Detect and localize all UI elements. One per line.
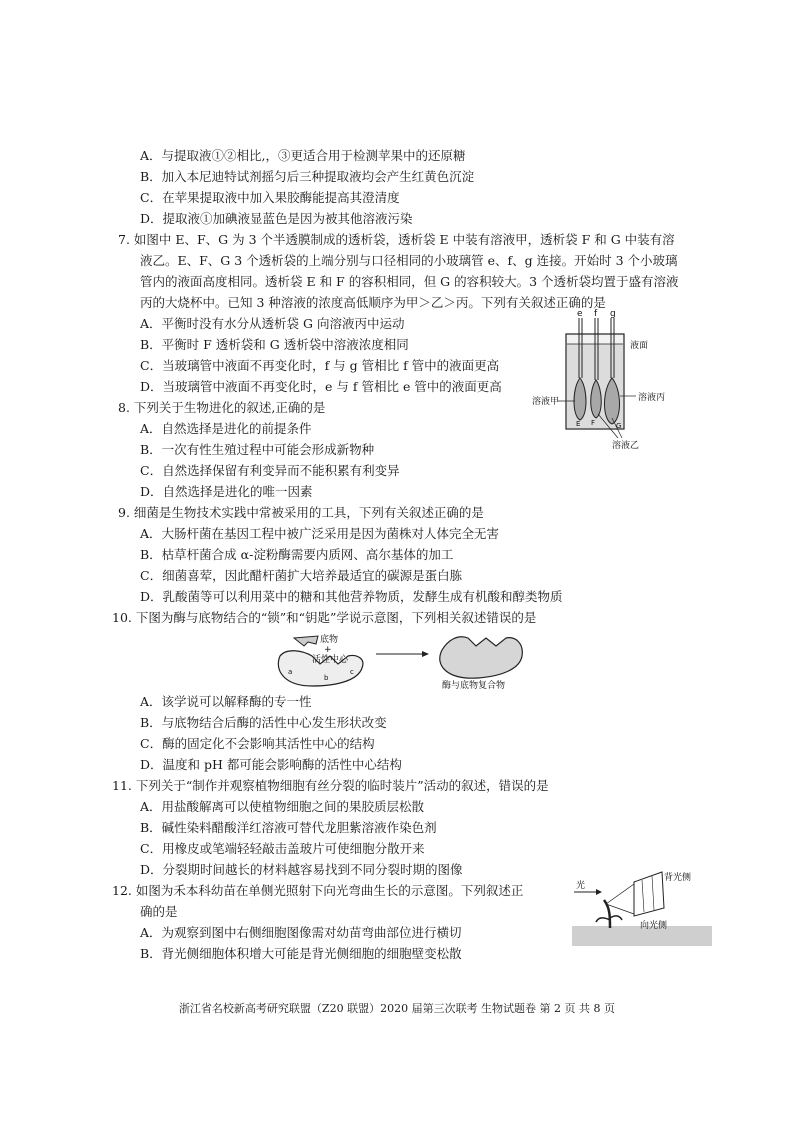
bag-g-label: G — [616, 422, 622, 430]
site-b-label: b — [324, 674, 329, 682]
q6-option-b: B．加入本尼迪特试剂摇匀后三种提取液均会产生红黄色沉淀 — [140, 169, 475, 184]
q10-option-b: B．与底物结合后酶的活性中心发生形状改变 — [140, 715, 387, 730]
lock-and-key-figure — [272, 630, 572, 690]
plus-sign: + — [324, 645, 332, 655]
q12-stem-line-1: 12. 如图为禾本科幼苗在单侧光照射下向光弯曲生长的示意图。下列叙述正 — [112, 883, 524, 898]
solution-bing-label: 溶液丙 — [638, 393, 666, 403]
solution-yi-label: 溶液乙 — [612, 441, 640, 451]
seedling-figure — [572, 868, 712, 946]
q12-stem-line-2: 确的是 — [140, 904, 178, 919]
tube-e-label: e — [577, 309, 583, 319]
solution-jia-label: 溶液甲 — [532, 397, 560, 407]
shade-side-label: 背光侧 — [664, 873, 692, 883]
q11-option-c: C．用橡皮或笔端轻轻敲击盖玻片可使细胞分散开来 — [140, 841, 425, 856]
tube-g-label: g — [610, 309, 616, 319]
q7-option-c: C．当玻璃管中液面不再变化时，f 与 g 管相比 f 管中的液面更高 — [140, 358, 500, 373]
q9-option-c: C．细菌喜荤，因此醋杆菌扩大培养最适宜的碳源是蛋白胨 — [140, 568, 463, 583]
q7-stem-line-3: 管内的液面高度相同。透析袋 E 和 F 的容积相同，但 G 的容积较大。3 个透析袋均置于盛有溶液 — [140, 274, 679, 289]
q12-option-b: B．背光侧细胞体积增大可能是背光侧细胞的细胞壁变松散 — [140, 946, 462, 961]
q7-option-a: A．平衡时没有水分从透析袋 G 向溶液丙中运动 — [140, 316, 405, 331]
q8-option-b: B．一次有性生殖过程中可能会形成新物种 — [140, 442, 375, 457]
q8-option-a: A．自然选择是进化的前提条件 — [140, 421, 312, 436]
dialysis-bag-figure — [532, 308, 682, 458]
bag-f-label: F — [591, 419, 596, 427]
site-a-label: a — [288, 668, 293, 676]
substrate-label: 底物 — [320, 635, 339, 645]
q12-option-a: A．为观察到图中右侧细胞图像需对幼苗弯曲部位进行横切 — [140, 925, 462, 940]
tube-f-label: f — [594, 309, 598, 319]
substrate-shape — [294, 636, 318, 646]
q10-option-a: A．该学说可以解释酶的专一性 — [140, 694, 312, 709]
light-side-label: 向光侧 — [640, 921, 668, 931]
q10-option-c: C．酶的固定化不会影响其活性中心的结构 — [140, 736, 375, 751]
q7-stem-line-2: 液乙。E、F、G 3 个透析袋的上端分别与口径相同的小玻璃管 e、f、g 连接。开始时 3 个小玻璃 — [140, 253, 678, 268]
light-label: 光 — [576, 881, 586, 891]
q8-stem: 8. 下列关于生物进化的叙述,正确的是 — [118, 400, 326, 415]
q8-option-c: C．自然选择保留有利变异而不能积累有利变异 — [140, 463, 400, 478]
q11-option-b: B．碱性染料醋酸洋红溶液可替代龙胆紫溶液作染色剂 — [140, 820, 437, 835]
page-footer: 浙江省名校新高考研究联盟（Z20 联盟）2020 届第三次联考 生物试题卷 第 2 页 共 8 页 — [178, 1002, 616, 1015]
q6-option-c: C．在苹果提取液中加入果胶酶能提高其澄清度 — [140, 190, 400, 205]
q9-option-d: D．乳酸菌等可以利用菜中的糖和其他营养物质，发酵生成有机酸和醇类物质 — [140, 589, 563, 604]
q10-stem: 10. 下图为酶与底物结合的“锁”和“钥匙”学说示意图，下列相关叙述错误的是 — [112, 610, 537, 625]
q11-stem: 11. 下列关于“制作并观察植物细胞有丝分裂的临时装片”活动的叙述，错误的是 — [112, 778, 549, 793]
q9-stem: 9. 细菌是生物技术实践中常被采用的工具，下列有关叙述正确的是 — [118, 505, 484, 520]
q7-option-b: B．平衡时 F 透析袋和 G 透析袋中溶液浓度相同 — [140, 337, 409, 352]
q7-stem-line-1: 7. 如图中 E、F、G 为 3 个半透膜制成的透析袋，透析袋 E 中装有溶液甲，透析袋 F 和 G 中装有溶 — [118, 232, 675, 247]
site-c-label: c — [350, 668, 354, 676]
complex-label: 酶与底物复合物 — [442, 681, 506, 690]
q7-option-d: D．当玻璃管中液面不再变化时，e 与 f 管相比 e 管中的液面更高 — [140, 379, 502, 394]
q7-stem-line-4: 丙的大烧杯中。已知 3 种溶液的浓度高低顺序为甲＞乙＞丙。下列有关叙述正确的是 — [140, 295, 606, 310]
q10-option-d: D．温度和 pH 都可能会影响酶的活性中心结构 — [140, 757, 402, 772]
cell-magnified-view — [634, 872, 664, 916]
q8-option-d: D．自然选择是进化的唯一因素 — [140, 484, 313, 499]
q9-option-b: B．枯草杆菌合成 α-淀粉酶需要内质网、高尔基体的加工 — [140, 547, 454, 562]
liquid-surface-label: 液面 — [630, 341, 649, 351]
q11-option-d: D．分裂期时间越长的材料越容易找到不同分裂时期的图像 — [140, 862, 463, 877]
q6-option-d: D．提取液①加碘液显蓝色是因为被其他溶液污染 — [140, 211, 413, 226]
q11-option-a: A．用盐酸解离可以使植物细胞之间的果胶质层松散 — [140, 799, 425, 814]
q6-option-a: A．与提取液①②相比,，③更适合用于检测苹果中的还原糖 — [140, 148, 466, 163]
q9-option-a: A．大肠杆菌在基因工程中被广泛采用是因为菌株对人体完全无害 — [140, 526, 500, 541]
enzyme-substrate-complex — [440, 637, 523, 678]
active-site-label: 活性中心 — [312, 655, 349, 665]
bag-e-label: E — [576, 420, 581, 428]
